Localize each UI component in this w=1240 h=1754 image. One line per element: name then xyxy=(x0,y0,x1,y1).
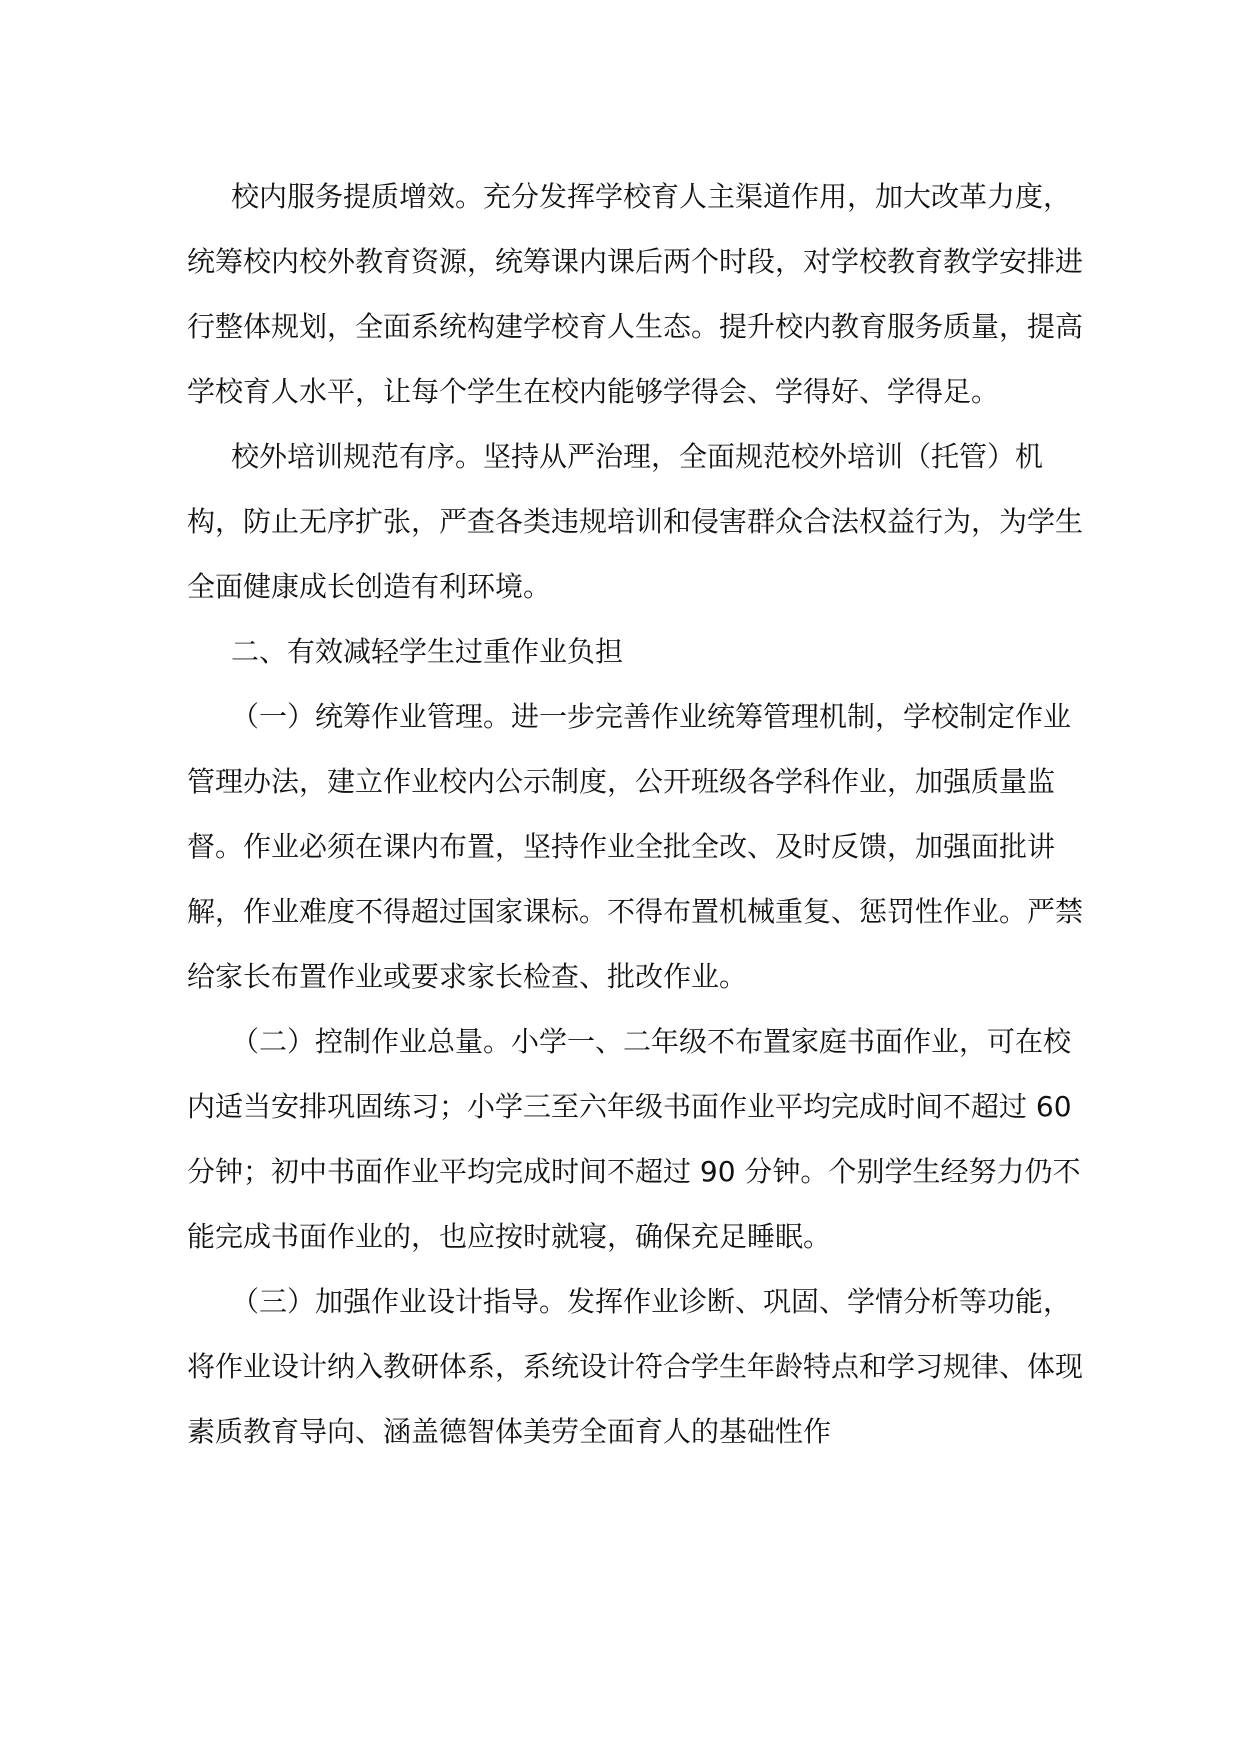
text-line: 功能，将作业设计纳入教研体系，系统设计符合学生年龄特点和学 xyxy=(187,1285,1072,1383)
text-line: 别学生经努力仍不能完成书面作业的，也应按时就寝，确保充足睡 xyxy=(187,1155,1081,1253)
text-line: 度，统筹校内校外教育资源，统筹课内课后两个时段，对学校教育 xyxy=(187,180,1072,278)
text-line: 机构，防止无序扩张，严查各类违规培训和侵害群众合法权益行为， xyxy=(187,440,1044,538)
text-line: 眠。 xyxy=(775,1220,832,1253)
text-line: 加强质量监督。作业必须在课内布置，坚持作业全批全改、及时反 xyxy=(187,765,1056,863)
text-line: （三）加强作业设计指导。发挥作业诊断、巩固、学情分析等 xyxy=(231,1285,988,1318)
paragraph-homework-volume xyxy=(187,1009,1087,1269)
text-line: 间不超过 60 分钟；初中书面作业平均完成时间不超过 90 分钟。个 xyxy=(187,1090,1072,1188)
text-line: 校内服务提质增效。充分发挥学校育人主渠道作用，加大改革力 xyxy=(231,180,1016,213)
heading-text: 二、有效减轻学生过重作业负担 xyxy=(231,635,624,668)
paragraph-homework-management xyxy=(187,684,1087,1009)
text-line: 习规律、体现素质教育导向、涵盖德智体美劳全面育人的基础性作 xyxy=(187,1350,1084,1448)
paragraph-school-services xyxy=(187,164,1087,424)
paragraph-homework-design xyxy=(187,1269,1087,1464)
text-line: （一）统筹作业管理。进一步完善作业统筹管理机制，学校制 xyxy=(231,700,988,733)
document-body xyxy=(187,164,1087,1464)
text-line: 定作业管理办法，建立作业校内公示制度，公开班级各学科作业， xyxy=(187,700,1072,798)
text-line: 复、惩罚性作业。严禁给家长布置作业或要求家长检查、批改作业。 xyxy=(187,895,1084,993)
text-line: 育服务质量，提高学校育人水平，让每个学生在校内能够学得会、 xyxy=(187,310,1084,408)
text-line: 校外培训规范有序。坚持从严治理，全面规范校外培训（托管） xyxy=(231,440,1016,473)
text-line: 可在校内适当安排巩固练习；小学三至六年级书面作业平均完成时 xyxy=(187,1025,1072,1123)
section-heading xyxy=(187,619,1087,684)
text-line: 为学生全面健康成长创造有利环境。 xyxy=(187,505,1084,603)
text-line: 馈，加强面批讲解，作业难度不得超过国家课标。不得布置机械重 xyxy=(187,830,1056,928)
text-line: 教学安排进行整体规划，全面系统构建学校育人生态。提升校内教 xyxy=(187,245,1084,343)
text-line: （二）控制作业总量。小学一、二年级不布置家庭书面作业， xyxy=(231,1025,988,1058)
text-line: 学得好、学得足。 xyxy=(775,375,1000,408)
paragraph-offcampus-training xyxy=(187,424,1087,619)
